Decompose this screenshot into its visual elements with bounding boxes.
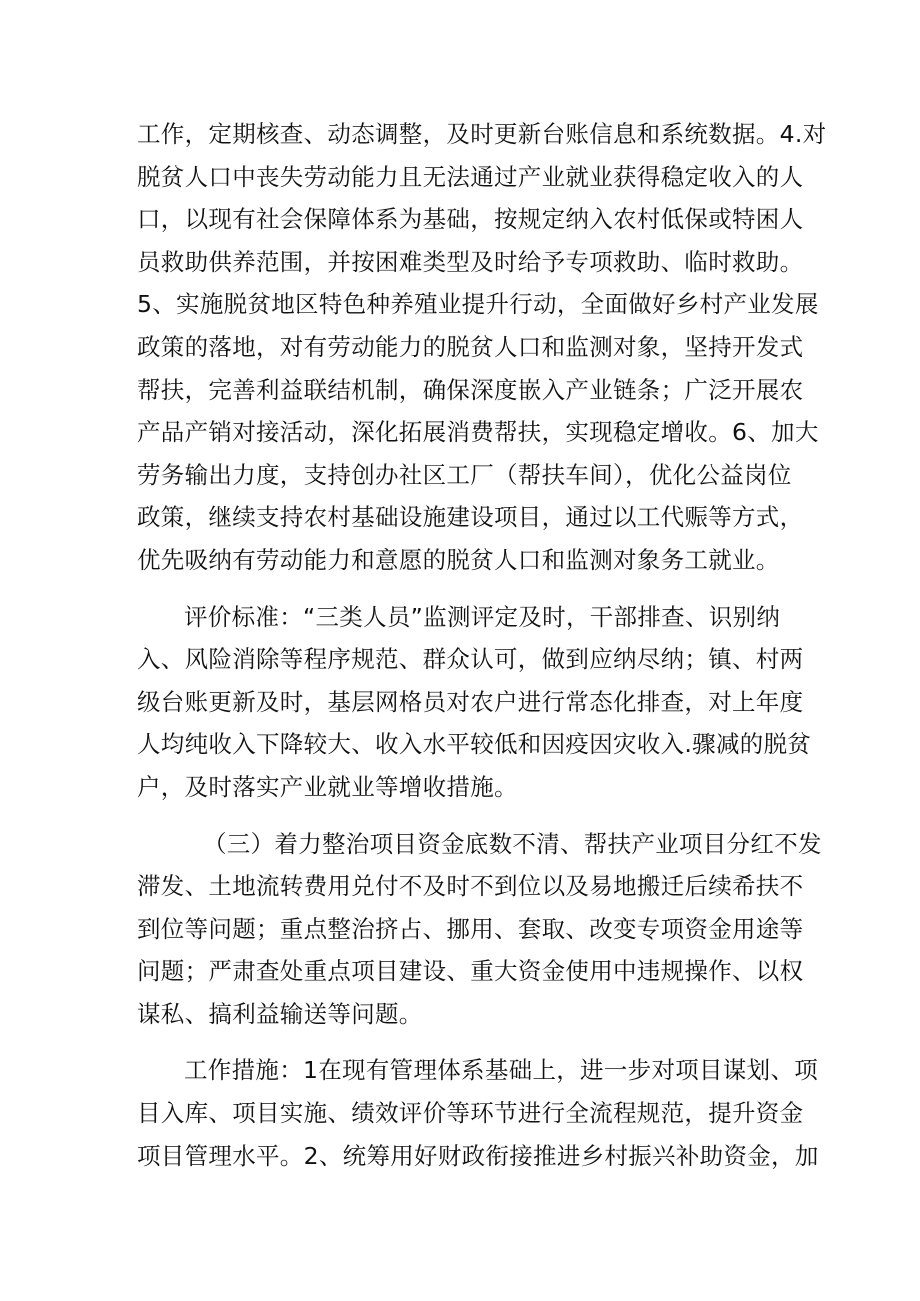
text-line: 口，以现有社会保障体系为基础，按规定纳入农村低保或特困人 [137, 205, 804, 234]
section-heading-line: （三）着力整治项目资金底数不清、帮扶产业项目分红不发 [203, 829, 822, 858]
text-line: 级台账更新及时，基层网格员对农户进行常态化排查，对上年度 [137, 687, 804, 716]
text-line: 目入库、项目实施、绩效评价等环节进行全流程规范，提升资金 [137, 1099, 804, 1128]
text-line: 评价标准：“三类人员”监测评定及时，干部排查、识别纳 [184, 602, 781, 631]
text-line: 工作措施：1在现有管理体系基础上，进一步对项目谋划、项 [184, 1056, 819, 1085]
paragraph-evaluation-standard [137, 596, 812, 809]
text-line: 户，及时落实产业就业等增收措施。 [137, 772, 518, 801]
text-line: 谋私、搞利益输送等问题。 [137, 999, 423, 1028]
text-line: 5、实施脱贫地区特色种养殖业提升行动，全面做好乡村产业发展 [137, 290, 819, 319]
text-line: 员救助供养范围，并按困难类型及时给予专项救助、临时救助。 [137, 247, 804, 276]
text-line: 到位等问题；重点整治挤占、挪用、套取、改变专项资金用途等 [137, 914, 804, 943]
text-line: 脱贫人口中丧失劳动能力且无法通过产业就业获得稳定收入的人 [137, 162, 804, 191]
paragraph-section-three [137, 823, 822, 1036]
text-line: 劳务输出力度，支持创办社区工厂（帮扶车间），优化公益岗位 [137, 460, 792, 489]
paragraph-work-measures [137, 1049, 819, 1177]
text-line: 政策的落地，对有劳动能力的脱贫人口和监测对象，坚持开发式 [137, 332, 804, 361]
text-line: 入、风险消除等程序规范、群众认可，做到应纳尽纳；镇、村两 [137, 645, 804, 674]
paragraph-work-continued [137, 113, 827, 582]
text-line: 人均纯收入下降较大、收入水平较低和因疫因灾收入.骤减的脱贫 [137, 730, 812, 759]
text-line: 滞发、土地流转费用兑付不及时不到位以及易地搬迁后续希扶不 [137, 872, 804, 901]
text-line: 项目管理水平。2、统筹用好财政衔接推进乡村振兴补助资金，加 [137, 1141, 819, 1170]
text-line: 优先吸纳有劳动能力和意愿的脱贫人口和监测对象务工就业。 [137, 545, 780, 574]
text-line: 帮扶，完善利益联结机制，确保深度嵌入产业链条；广泛开展农 [137, 375, 804, 404]
text-line: 问题；严肃查处重点项目建设、重大资金使用中违规操作、以权 [137, 957, 804, 986]
text-line: 政策，继续支持农村基础设施建设项目，通过以工代赈等方式， [137, 503, 804, 532]
text-line: 工作，定期核查、动态调整，及时更新台账信息和系统数据。4.对 [137, 120, 827, 148]
text-line: 产品产销对接活动，深化拓展消费帮扶，实现稳定增收。6、加大 [137, 418, 819, 447]
